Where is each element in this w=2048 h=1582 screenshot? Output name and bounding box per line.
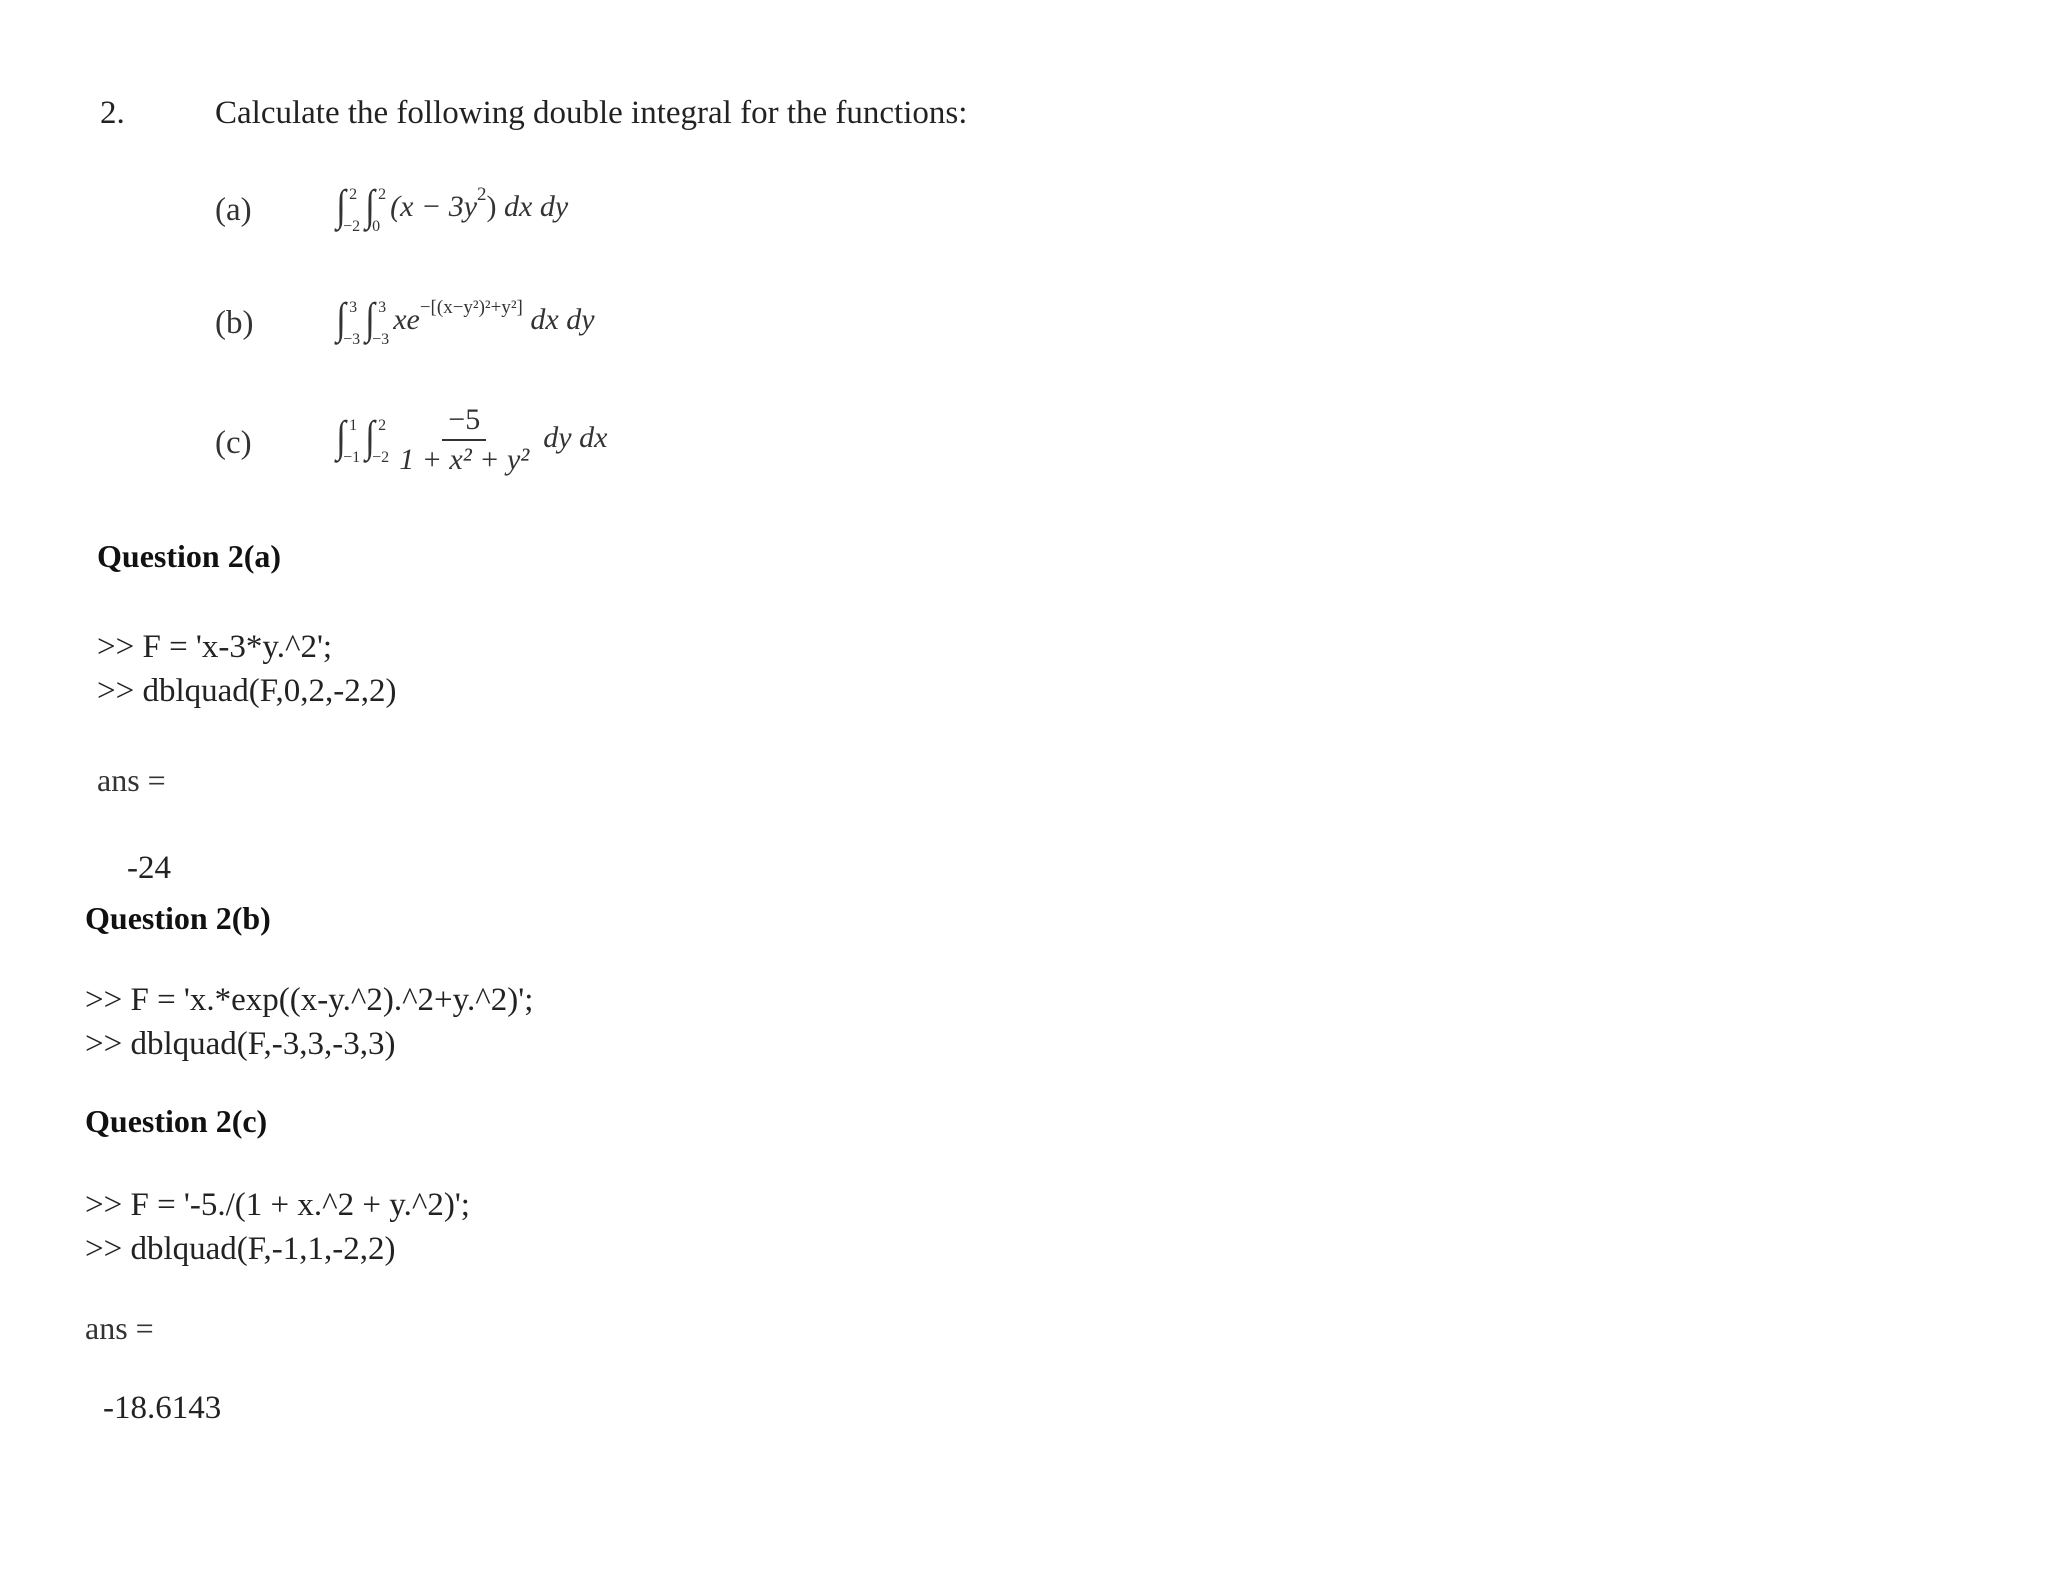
upper-limit: 1 xyxy=(349,417,358,434)
integral-a xyxy=(335,180,569,236)
differentials: dy dx xyxy=(543,420,608,454)
q2a-ans-value: -24 xyxy=(127,850,171,886)
question-2a-title: Question 2(a) xyxy=(97,538,281,574)
lower-limit: −1 xyxy=(343,449,361,466)
integrand: (x − 3y xyxy=(390,190,478,223)
q2c-ans-label: ans = xyxy=(85,1310,154,1346)
q2c-ans-value: -18.6143 xyxy=(103,1390,222,1426)
upper-limit: 2 xyxy=(349,186,358,204)
integral-sign: ∫ xyxy=(336,294,346,343)
upper-limit: 3 xyxy=(349,299,358,317)
integral-sign: ∫ xyxy=(365,411,375,461)
q2a-code-line-1: >> F = 'x-3*y.^2'; xyxy=(97,629,333,665)
q2c-code-line-2: >> dblquad(F,-1,1,-2,2) xyxy=(85,1231,396,1267)
upper-limit: 2 xyxy=(378,186,387,204)
integral-sign: ∫ xyxy=(336,181,346,230)
lower-limit: 0 xyxy=(372,218,381,236)
integrand: xe xyxy=(393,303,420,336)
integrand-exponent: 2 xyxy=(477,184,487,205)
integrand-exponent: −[(x−y²)²+y²] xyxy=(419,297,523,318)
integral-sign: ∫ xyxy=(365,294,375,343)
integral-sign: ∫ xyxy=(336,411,346,461)
lower-limit: −3 xyxy=(343,331,361,349)
differentials: dx dy xyxy=(530,303,595,336)
integral-b xyxy=(335,293,595,349)
q2a-code-line-2: >> dblquad(F,0,2,-2,2) xyxy=(97,673,397,709)
denominator: 1 + x² + y² xyxy=(399,443,530,476)
numerator: −5 xyxy=(442,405,486,441)
question-2b-title: Question 2(b) xyxy=(85,900,271,936)
part-a-label: (a) xyxy=(215,192,252,228)
problem-number: 2. xyxy=(100,95,125,131)
question-2c-title: Question 2(c) xyxy=(85,1103,268,1139)
integral-sign: ∫ xyxy=(365,181,375,230)
q2a-ans-label: ans = xyxy=(97,762,166,798)
q2c-code-line-1: >> F = '-5./(1 + x.^2 + y.^2)'; xyxy=(85,1187,470,1223)
part-b-label: (b) xyxy=(215,305,254,341)
upper-limit: 2 xyxy=(378,417,387,434)
upper-limit: 3 xyxy=(378,299,387,317)
problem-title: Calculate the following double integral for the functions: xyxy=(215,95,968,131)
fraction xyxy=(399,405,529,475)
integrand-close: ) xyxy=(486,190,497,223)
differentials: dx dy xyxy=(504,190,569,223)
lower-limit: −2 xyxy=(372,449,390,466)
integral-c xyxy=(335,405,607,475)
lower-limit: −3 xyxy=(372,331,390,349)
q2b-code-line-1: >> F = 'x.*exp((x-y.^2).^2+y.^2)'; xyxy=(85,982,534,1018)
lower-limit: −2 xyxy=(343,218,361,236)
part-c-label: (c) xyxy=(215,425,252,461)
q2b-code-line-2: >> dblquad(F,-3,3,-3,3) xyxy=(85,1026,396,1062)
